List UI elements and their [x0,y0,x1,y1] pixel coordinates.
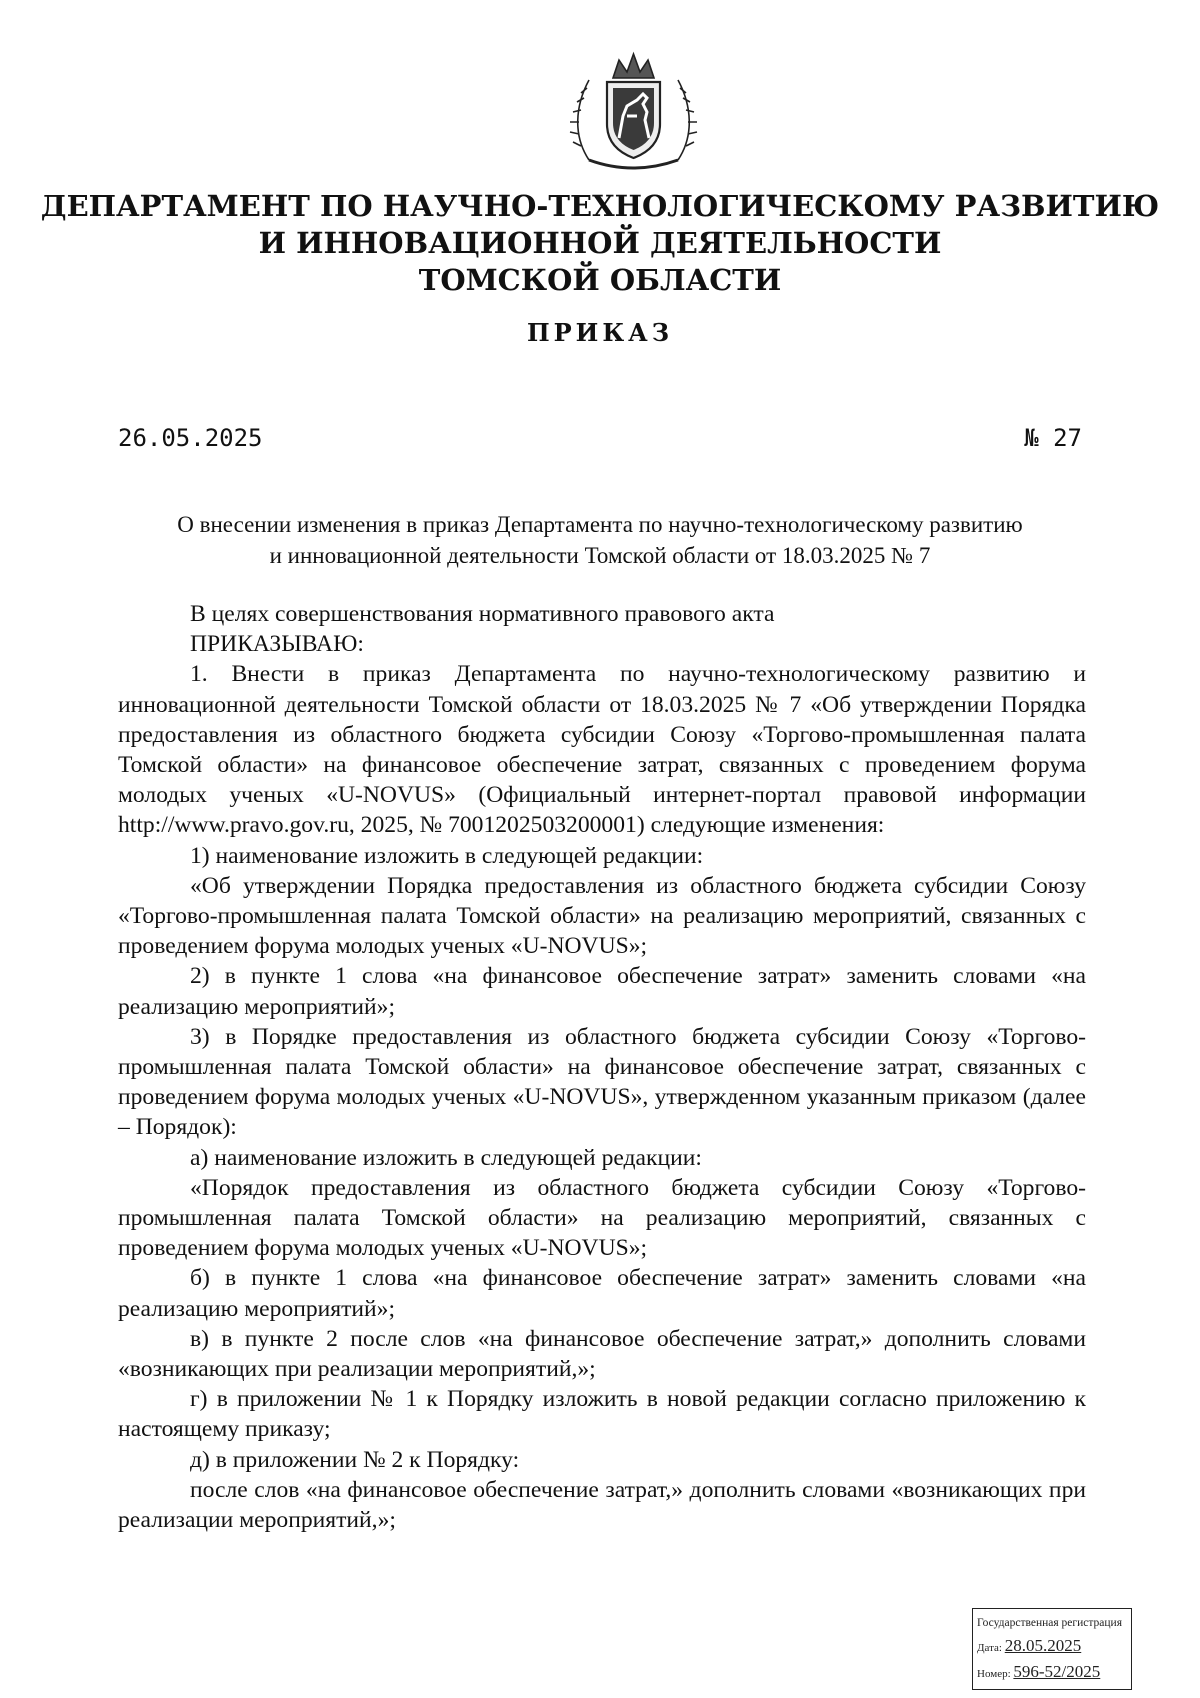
stamp-number-label: Номер: [977,1668,1011,1680]
coat-of-arms-icon [567,50,700,175]
stamp-date-value: 28.05.2025 [1004,1636,1082,1655]
department-line: ДЕПАРТАМЕНТ ПО НАУЧНО-ТЕХНОЛОГИЧЕСКОМУ РАЗВИТИЮ [40,189,1160,223]
clause-paragraph: а) наименование изложить в следующей редакции: [190,1144,702,1171]
clause-paragraph: г) в приложении № 1 к Порядку изложить в новой редакции согласно приложению к настоящему приказу; [118,1386,1086,1443]
order-title [100,509,1100,571]
order-number: № 27 [1024,424,1082,452]
order-title-line: О внесении изменения в приказ Департамента по научно-технологическому развитию [177,512,1023,537]
clause-paragraph: после слов «на финансовое обеспечение затрат,» дополнить словами «возникающих при реализации мероприятий,»; [118,1476,1086,1534]
clause-paragraph: в) в пункте 2 после слов «на финансовое обеспечение затрат,» дополнить словами «возникающих при реализации мероприятий,»; [118,1325,1086,1383]
order-title-line: и инновационной деятельности Томской области от 18.03.2025 № 7 [269,543,931,568]
stamp-title: Государственная регистрация [977,1617,1122,1629]
clause-paragraph: д) в приложении № 2 к Порядку: [190,1446,520,1473]
stamp-date-row [977,1634,1127,1660]
order-date: 26.05.2025 [118,424,263,452]
directive-paragraph: ПРИКАЗЫВАЮ: [190,631,364,658]
document-type: ПРИКАЗ [526,318,674,347]
stamp-number-row [977,1660,1127,1686]
order-body [118,599,1086,1535]
clause-paragraph: «Порядок предоставления из областного бюджета субсидии Союзу «Торгово-промышленная палата Томской области» на реализацию мероприятий, связанных с проведением форума молодых ученых «U-NOVUS»; [118,1174,1086,1262]
clause-paragraph: б) в пункте 1 слова «на финансовое обеспечение затрат» заменить словами «на реализацию мероприятий»; [118,1265,1086,1322]
coat-of-arms-graphic [567,50,700,175]
department-line: И ИННОВАЦИОННОЙ ДЕЯТЕЛЬНОСТИ [258,226,942,260]
department-line: ТОМСКОЙ ОБЛАСТИ [418,263,782,297]
preamble-paragraph: В целях совершенствования нормативного правового акта [190,601,775,627]
clause-paragraph: 1) наименование изложить в следующей редакции: [190,842,704,869]
clause-paragraph: «Об утверждении Порядка предоставления из областного бюджета субсидии Союзу «Торгово-промышленная палата Томской области» на реализацию мероприятий, связанных с проведением форума молодых ученых «U-NOVUS»; [118,872,1086,960]
stamp-date-label: Дата: [977,1642,1002,1654]
clause-paragraph: 1. Внести в приказ Департамента по научно-технологическому развитию и инновационной деятельности Томской области от 18.03.2025 № 7 «Об утверждении Порядка предоставления из областного бюджета субсидии Союзу «Торгово-промышленная палата Томской области» на финансовое обеспечение затрат, связанных с проведением форума молодых ученых «U-NOVUS» (Официальный интернет-портал правовой информации http://www.pravo.gov.ru, 2025, № 7001202503200001) следующие изменения: [118,661,1086,839]
clause-paragraph: 2) в пункте 1 слова «на финансовое обеспечение затрат» заменить словами «на реализацию мероприятий»; [118,963,1086,1020]
registration-stamp [972,1608,1132,1690]
department-name [0,188,1200,299]
clause-paragraph: 3) в Порядке предоставления из областного бюджета субсидии Союзу «Торгово-промышленная палата Томской области» на финансовое обеспечение затрат, связанных с проведением форума молодых ученых «U-NOVUS», утвержденном указанным приказом (далее – Порядок): [118,1023,1086,1141]
stamp-number-value: 596-52/2025 [1013,1662,1101,1681]
